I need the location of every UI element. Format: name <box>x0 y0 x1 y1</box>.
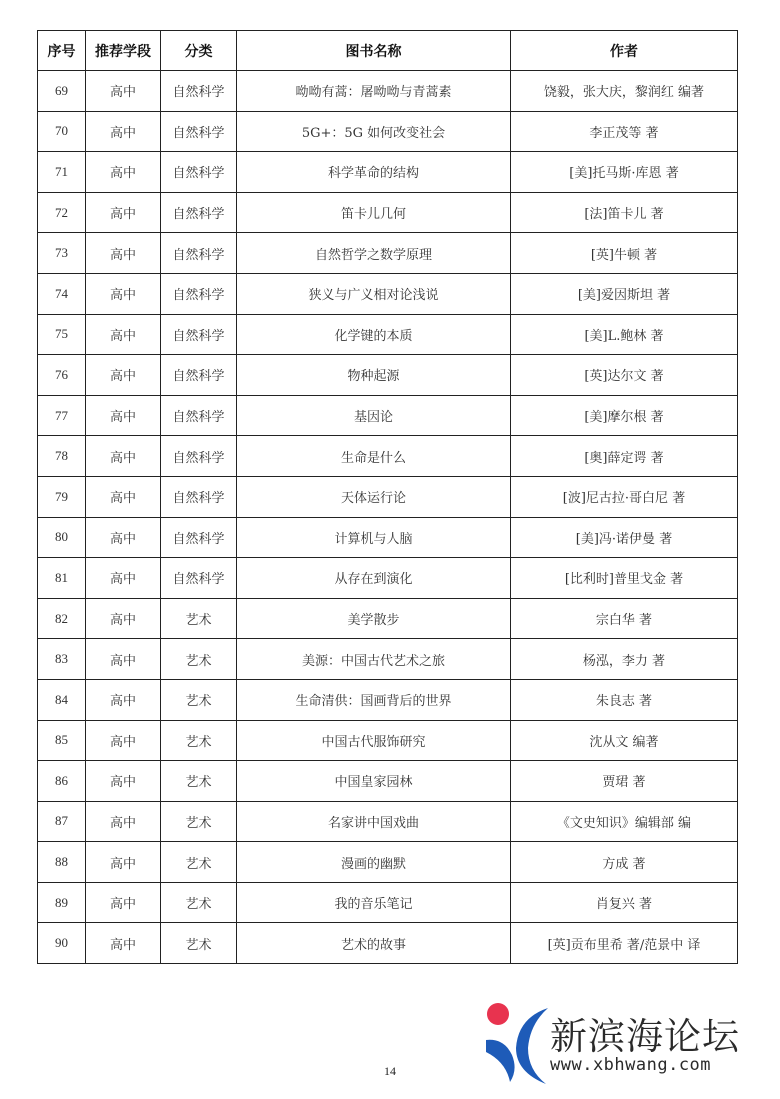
cell-stage: 高中 <box>86 923 161 964</box>
header-title: 图书名称 <box>237 31 511 71</box>
cell-stage: 高中 <box>86 558 161 599</box>
cell-author: [美]冯·诺伊曼 著 <box>511 517 738 558</box>
table-row <box>38 233 738 274</box>
cell-title: 计算机与人脑 <box>237 517 511 558</box>
cell-index: 90 <box>38 923 86 964</box>
cell-index: 75 <box>38 314 86 355</box>
cell-author: 沈从文 编著 <box>511 720 738 761</box>
cell-stage: 高中 <box>86 679 161 720</box>
header-stage: 推荐学段 <box>86 31 161 71</box>
cell-category: 艺术 <box>161 679 237 720</box>
table-row <box>38 355 738 396</box>
logo-dot <box>487 1003 509 1025</box>
cell-title: 我的音乐笔记 <box>237 882 511 923</box>
cell-stage: 高中 <box>86 395 161 436</box>
cell-title: 生命清供：国画背后的世界 <box>237 679 511 720</box>
cell-index: 79 <box>38 476 86 517</box>
logo-url: www.xbhwang.com <box>550 1055 712 1075</box>
table-row <box>38 273 738 314</box>
cell-index: 82 <box>38 598 86 639</box>
table-row <box>38 598 738 639</box>
cell-stage: 高中 <box>86 761 161 802</box>
cell-category: 自然科学 <box>161 273 237 314</box>
table-row <box>38 152 738 193</box>
header-author: 作者 <box>511 31 738 71</box>
cell-author: [波]尼古拉·哥白尼 著 <box>511 476 738 517</box>
table-row <box>38 192 738 233</box>
cell-author: 李正茂等 著 <box>511 111 738 152</box>
cell-title: 从存在到演化 <box>237 558 511 599</box>
cell-title: 基因论 <box>237 395 511 436</box>
cell-stage: 高中 <box>86 111 161 152</box>
cell-index: 74 <box>38 273 86 314</box>
logo-mark-icon <box>484 1000 554 1085</box>
cell-category: 艺术 <box>161 761 237 802</box>
cell-title: 笛卡儿几何 <box>237 192 511 233</box>
cell-category: 艺术 <box>161 801 237 842</box>
table-body <box>38 71 738 964</box>
cell-author: [奥]薛定谔 著 <box>511 436 738 477</box>
cell-category: 自然科学 <box>161 192 237 233</box>
cell-title: 美学散步 <box>237 598 511 639</box>
cell-title: 狭义与广义相对论浅说 <box>237 273 511 314</box>
table-row <box>38 395 738 436</box>
cell-stage: 高中 <box>86 882 161 923</box>
cell-category: 自然科学 <box>161 314 237 355</box>
cell-stage: 高中 <box>86 355 161 396</box>
table-row <box>38 71 738 112</box>
cell-category: 艺术 <box>161 842 237 883</box>
cell-title: 漫画的幽默 <box>237 842 511 883</box>
cell-title: 物种起源 <box>237 355 511 396</box>
cell-category: 自然科学 <box>161 558 237 599</box>
cell-index: 89 <box>38 882 86 923</box>
cell-index: 81 <box>38 558 86 599</box>
cell-index: 71 <box>38 152 86 193</box>
cell-title: 呦呦有蒿：屠呦呦与青蒿素 <box>237 71 511 112</box>
cell-index: 78 <box>38 436 86 477</box>
table-row <box>38 517 738 558</box>
watermark-logo <box>484 1000 774 1085</box>
cell-category: 自然科学 <box>161 517 237 558</box>
table-row <box>38 476 738 517</box>
cell-title: 名家讲中国戏曲 <box>237 801 511 842</box>
cell-index: 86 <box>38 761 86 802</box>
cell-author: 杨泓，李力 著 <box>511 639 738 680</box>
cell-category: 自然科学 <box>161 476 237 517</box>
cell-author: [美]L.鲍林 著 <box>511 314 738 355</box>
cell-title: 艺术的故事 <box>237 923 511 964</box>
cell-index: 80 <box>38 517 86 558</box>
table-row <box>38 801 738 842</box>
table-header-row <box>38 31 738 71</box>
cell-index: 76 <box>38 355 86 396</box>
cell-category: 艺术 <box>161 882 237 923</box>
table-row <box>38 923 738 964</box>
cell-stage: 高中 <box>86 517 161 558</box>
cell-stage: 高中 <box>86 192 161 233</box>
cell-title: 中国皇家园林 <box>237 761 511 802</box>
cell-stage: 高中 <box>86 314 161 355</box>
page-number: 14 <box>384 1064 396 1078</box>
cell-author: 朱良志 著 <box>511 679 738 720</box>
cell-author: [美]摩尔根 著 <box>511 395 738 436</box>
cell-stage: 高中 <box>86 71 161 112</box>
cell-stage: 高中 <box>86 598 161 639</box>
cell-stage: 高中 <box>86 801 161 842</box>
cell-index: 69 <box>38 71 86 112</box>
logo-title: 新滨海论坛 <box>550 1015 740 1058</box>
cell-author: 《文史知识》编辑部 编 <box>511 801 738 842</box>
cell-author: [英]牛顿 著 <box>511 233 738 274</box>
cell-index: 73 <box>38 233 86 274</box>
table-row <box>38 842 738 883</box>
cell-category: 自然科学 <box>161 71 237 112</box>
table-row <box>38 111 738 152</box>
cell-title: 天体运行论 <box>237 476 511 517</box>
header-category: 分类 <box>161 31 237 71</box>
cell-category: 自然科学 <box>161 395 237 436</box>
cell-stage: 高中 <box>86 273 161 314</box>
cell-author: [英]达尔文 著 <box>511 355 738 396</box>
cell-author: 饶毅，张大庆，黎润红 编著 <box>511 71 738 112</box>
cell-stage: 高中 <box>86 233 161 274</box>
cell-category: 艺术 <box>161 720 237 761</box>
cell-index: 70 <box>38 111 86 152</box>
cell-category: 艺术 <box>161 923 237 964</box>
table-row <box>38 639 738 680</box>
cell-index: 77 <box>38 395 86 436</box>
cell-author: [法]笛卡儿 著 <box>511 192 738 233</box>
table-row <box>38 314 738 355</box>
cell-category: 自然科学 <box>161 355 237 396</box>
cell-author: [美]托马斯·库恩 著 <box>511 152 738 193</box>
cell-stage: 高中 <box>86 436 161 477</box>
cell-title: 生命是什么 <box>237 436 511 477</box>
cell-category: 自然科学 <box>161 152 237 193</box>
cell-category: 自然科学 <box>161 436 237 477</box>
cell-category: 自然科学 <box>161 111 237 152</box>
cell-title: 自然哲学之数学原理 <box>237 233 511 274</box>
cell-author: 宗白华 著 <box>511 598 738 639</box>
cell-stage: 高中 <box>86 639 161 680</box>
table-row <box>38 720 738 761</box>
cell-stage: 高中 <box>86 842 161 883</box>
cell-stage: 高中 <box>86 476 161 517</box>
cell-category: 艺术 <box>161 598 237 639</box>
table-row <box>38 679 738 720</box>
table-row <box>38 882 738 923</box>
cell-index: 85 <box>38 720 86 761</box>
cell-index: 83 <box>38 639 86 680</box>
cell-title: 科学革命的结构 <box>237 152 511 193</box>
cell-stage: 高中 <box>86 720 161 761</box>
header-index: 序号 <box>38 31 86 71</box>
cell-index: 87 <box>38 801 86 842</box>
cell-title: 5G+：5G 如何改变社会 <box>237 111 511 152</box>
cell-author: [英]贡布里希 著/范景中 译 <box>511 923 738 964</box>
cell-index: 72 <box>38 192 86 233</box>
book-list-table <box>37 30 738 964</box>
cell-author: 贾珺 著 <box>511 761 738 802</box>
cell-title: 美源：中国古代艺术之旅 <box>237 639 511 680</box>
table-row <box>38 761 738 802</box>
cell-author: 肖复兴 著 <box>511 882 738 923</box>
table-row <box>38 436 738 477</box>
cell-stage: 高中 <box>86 152 161 193</box>
cell-index: 88 <box>38 842 86 883</box>
table-row <box>38 558 738 599</box>
cell-index: 84 <box>38 679 86 720</box>
cell-author: [美]爱因斯坦 著 <box>511 273 738 314</box>
cell-category: 艺术 <box>161 639 237 680</box>
cell-title: 中国古代服饰研究 <box>237 720 511 761</box>
cell-category: 自然科学 <box>161 233 237 274</box>
cell-title: 化学键的本质 <box>237 314 511 355</box>
cell-author: 方成 著 <box>511 842 738 883</box>
cell-author: [比利时]普里戈金 著 <box>511 558 738 599</box>
